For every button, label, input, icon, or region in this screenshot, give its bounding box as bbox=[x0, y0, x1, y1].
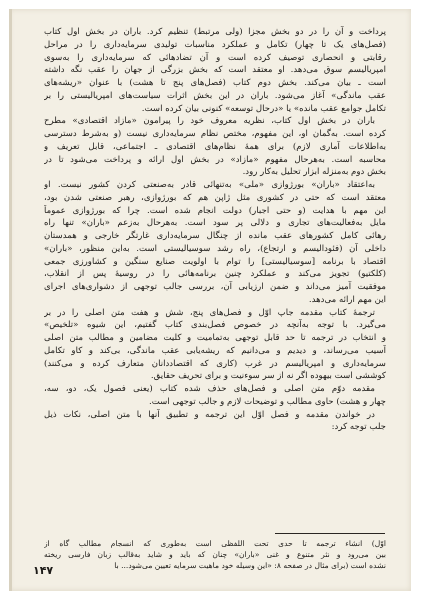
body-text bbox=[44, 26, 386, 434]
text-line: بخش دوم به‌منزله ابزار تحلیل به‌کار رود. bbox=[242, 167, 386, 178]
text-line: سرمایه‌داری و امپریالیسم در غرب (کاری که اقتصاددانان متعارف کرده و می‌کنند) bbox=[44, 358, 386, 369]
text-line: کوششی است بیهوده اگر نه از سر سوءنیت و برای تحریف حقایق. bbox=[150, 371, 386, 382]
text-line: امپریالیسم سوق می‌دهد. او معتقد است که بخش بزرگی از جهان را عقب نگه داشته bbox=[44, 65, 386, 76]
text-line: (کلکتیو) تجویز می‌کند و عملکرد چنین برنامه‌هائی را در روسیهٔ پس از انقلاب، bbox=[44, 269, 386, 280]
text-line: این مهم با هدایت (و حتی اجبار) دولت انجام شده است. چرا که بورژوازی عموماً bbox=[44, 205, 386, 216]
text-line: (فصل‌های یک تا چهار) تکامل و عملکرد مناسبات تولیدی سرمایه‌داری را در مراحل bbox=[44, 39, 386, 50]
text-line: معتقد است که حتی در کشوری مثل ژاپن هم که بورژوازی، رهبر صنعتی شدن بود، bbox=[44, 192, 386, 203]
text-line: رقابتی و انحصاری توصیف کرده است و آن تضادهائی که سرمایه‌داری را به‌سوی bbox=[44, 52, 386, 63]
text-line: جلب توجه کرد: bbox=[331, 422, 386, 433]
text-line: مقدمه دوّم متن اصلی و فصل‌های حذف شده کتاب (یعنی فصول یک، دو، سه، bbox=[44, 384, 375, 394]
text-line: ترجمهٔ کتاب مقدمه جاپ اوّل و فصل‌های پنج، شش و هفت متن اصلی را در بر bbox=[44, 307, 375, 318]
text-line: می‌گیرد. با توجه به‌آنچه در خصوص فصل‌بندی کتاب گفتیم، این شیوه «تلخیص» bbox=[44, 320, 386, 331]
footnote-line: بین می‌رود و نثر متنوع و غنی «باران» چنان که باید و شاید به‌قالب زبان فارسی ریخته bbox=[44, 550, 386, 560]
text-line: رهائی کامل کشورهای عقب مانده از چنگال سرمایه‌داری غارتگر خارجی و همدستان bbox=[44, 231, 386, 241]
text-line: آسیب می‌رساند، و دیدیم و می‌دانیم که ریشه‌یابی عقب ماندگی، بی‌کند و کاو تکامل bbox=[44, 345, 386, 356]
text-line: این مهم ارائه می‌دهد. bbox=[308, 294, 386, 305]
paper-edge-shadow bbox=[9, 9, 12, 591]
text-line: موفقیت آمیز می‌داند و ضمن ارزیابی آن، بررسی جالب توجهی از دشواری‌های اجرای bbox=[44, 282, 386, 292]
text-line: پرداخت و آن را در دو بخش مجزا (ولی مرتبط) تنظیم کرد. باران در بخش اول کتاب bbox=[44, 27, 386, 37]
text-line: است ـ بیان می‌کند. بخش دوم کتاب (فصل‌های پنج تا هشت) با عنوان «ریشه‌های bbox=[44, 78, 386, 88]
text-line: تکامل جوامع عقب مانده» یا «درحال توسعه» کنونی بیان کرده است. bbox=[141, 103, 386, 114]
footnotes bbox=[44, 538, 386, 572]
text-line: کرده است. به‌گمان او، این مفهوم، مختص نظام سرمایه‌داری نیست (و به‌شرط دسترسی bbox=[44, 129, 386, 139]
footnote-line: نشده است (برای مثال در صفحه ۸: «این وسیله خود ماهیت سرمایه تعیین می‌شود... با bbox=[114, 561, 386, 571]
text-line: داخلی آن (فئودالیسم و ارتجاع)، راه رشد سوسیالیستی است. به‌این منظور، «باران» bbox=[44, 243, 386, 254]
text-line: به‌اعتقاد «باران» بورژوازی «ملی» به‌تنهائی قادر به‌صنعتی کردن کشور نیست. او bbox=[44, 180, 375, 190]
text-line: اقتصاد با برنامه [سوسیالیستی] را توام با اولویت صنایع سنگین و کشاورزی جمعی bbox=[44, 256, 386, 267]
footnote-line: اوّل) انشاء ترجمه تا حدی تحت اللفظی است به‌طوری که انسجام مطالب گاه از bbox=[44, 539, 386, 548]
text-line: عقب ماندگی» آغاز می‌شود. باران در این بخش اثرات سیاست‌های امپریالیستی را بر bbox=[44, 90, 386, 101]
footnote-divider bbox=[275, 533, 385, 534]
text-line: چهار و هشت) حاوی مطالب و توضیحات لازم و جالب توجهی است. bbox=[148, 396, 386, 407]
text-line: در خواندن مقدمه و فصل اوّل این ترجمه و تطبیق آنها با متن اصلی، نکات ذیل bbox=[44, 409, 375, 420]
text-line: به‌اطلاعات آماری لازم) برای همهٔ نظام‌های اقتصادی ـ اجتماعی، قابل تعریف و bbox=[44, 141, 386, 152]
text-line: و انتخاب در ترجمه تا حد قابل توجهی به‌تمامیت و کلیت مضامین و مطالب متن اصلی bbox=[44, 333, 386, 343]
text-line: باران در بخش اول کتاب، نظریه معروف خود را پیرامون «مازاد اقتصادی» مطرح bbox=[44, 116, 375, 127]
text-line: مایل به‌فعالیت‌های تجاری و دلالی پر سود است. به‌هرحال به‌زعم «باران» تنها راه bbox=[44, 218, 386, 229]
text-line: محاسبه است. به‌هرحال مفهوم «مازاد» در بخش اول ارائه و پرداخت می‌شود تا در bbox=[44, 154, 386, 165]
page-number: ۱۴۷ bbox=[33, 564, 54, 577]
